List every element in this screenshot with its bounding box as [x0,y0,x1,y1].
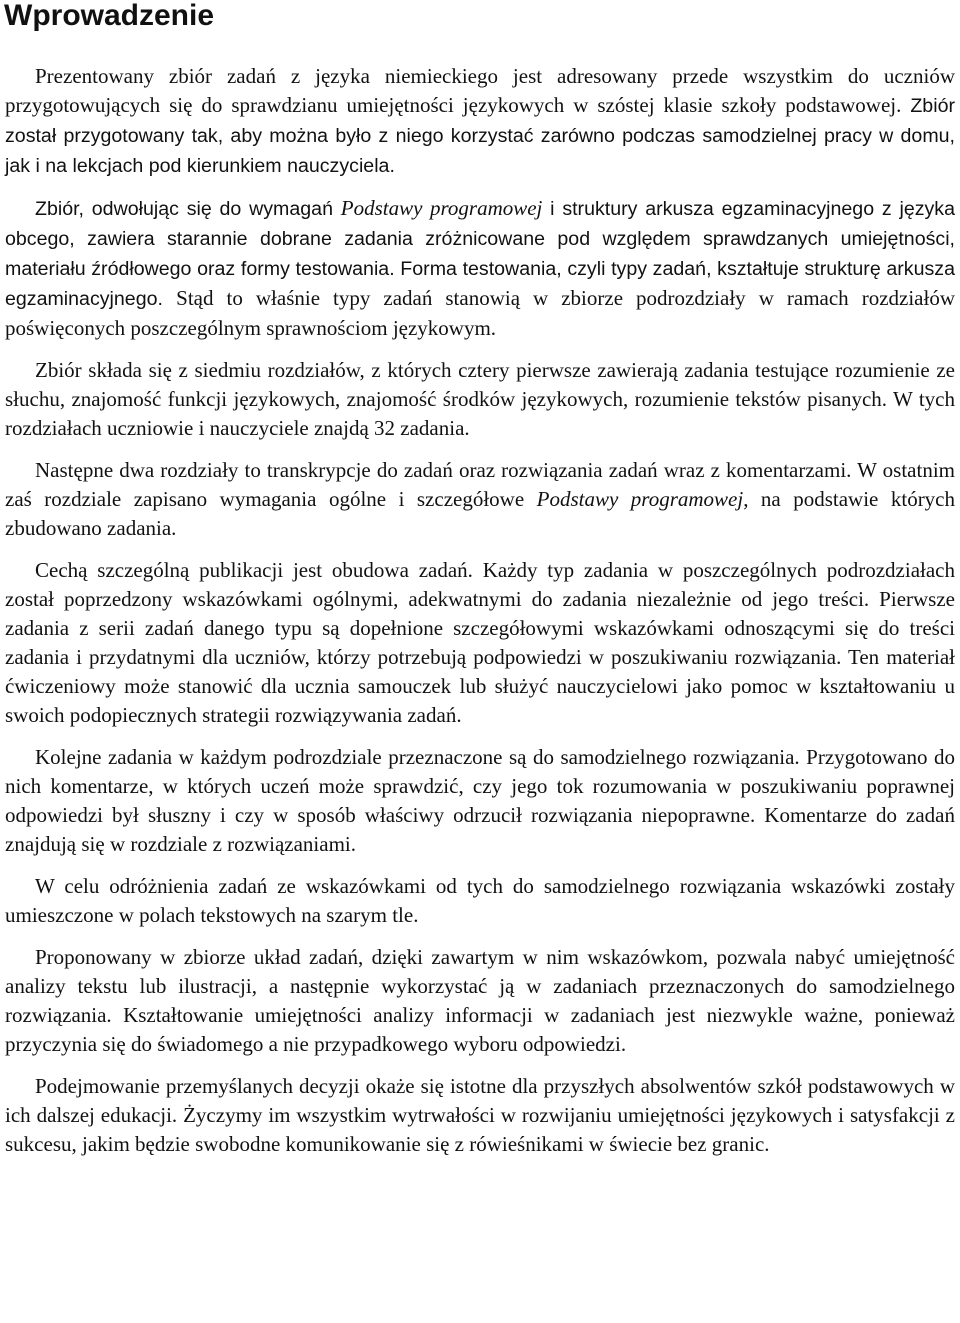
paragraph-chapters: Zbiór składa się z siedmiu rozdziałów, z których cztery pierwsze zawierają zadania testujące rozumienie ze słuchu, znajomość funkcji językowych, znajomość środków językowych, rozumienie tekstów pisanych. W tych rozdziałach uczniowie i nauczyciele znajdą 32 zadania. [5,358,955,440]
paragraph-text: , na podstawie których zbudowano zadania. [5,487,956,540]
paragraph-analysis: Proponowany w zbiorze układ zadań, dzięki zawartym w nim wskazówkom, pozwala nabyć umiejętność analizy tekstu lub ilustracji, a następnie wykorzystać ją w zadaniach przeznaczonych do samodzielnego rozwiązania. Kształtowanie umiejętności analizy informacji w zadaniach jest niezwykle ważne, ponieważ przyczynia się do świadomego a nie przypadkowego wyboru odpowiedzi. [5,945,955,1056]
page-title: Wprowadzenie [4,0,215,32]
paragraph-text: Forma testowania, czyli typy zadań, kształtuje strukturę arkusza egzaminacyjnego. [5,258,955,310]
paragraph-closing: Podejmowanie przemyślanych decyzji okaże się istotne dla przyszłych absolwentów szkół podstawowych w ich dalszej edukacji. Życzymy im wszystkim wytrwałości w rozwijaniu umiejętności językowych i satysfakcji z sukcesu, jakim będzie swobodne komunikowanie się z rówieśnikami w świecie bez granic. [5,1074,955,1156]
paragraph-comments: Kolejne zadania w każdym podrozdziale przeznaczone są do samodzielnego rozwiązania. Przygotowano do nich komentarze, w których uczeń może sprawdzić, czy jego tok rozumowania w poszukiwaniu poprawnej odpowiedzi był słuszny i czy w sposób właściwy odrzucił rozwiązania niepoprawne. Komentarze do zadań znajdują się w rozdziale z rozwiązaniami. [5,745,955,856]
document-body [5,62,955,1172]
paragraph-text: Zbiór został przygotowany tak, aby można było z niego korzystać zarówno podczas samodzielnej pracy w domu, jak i na lekcjach pod kierunkiem nauczyciela. [5,95,955,177]
curriculum-title: Podstawy programowej [340,196,543,220]
curriculum-title: Podstawy programowej [536,487,744,511]
paragraph-task-hints: Cechą szczególną publikacji jest obudowa zadań. Każdy typ zadania w poszczególnych podrozdziałach został poprzedzony wskazówkami ogólnymi, adekwatnymi do zadania niezależnie od jego treści. Pierwsze zadania z serii zadań danego typu są dopełnione szczegółowymi wskazówkami odnoszącymi się do treści zadania i przydatnymi dla uczniów, którzy potrzebują podpowiedzi w poszukiwaniu rozwiązania. Ten materiał ćwiczeniowy może stanowić dla ucznia samouczek lub służyć nauczycielowi jako pomoc w kształtowaniu u swoich podopiecznych strategii rozwiązywania zadań. [5,558,955,727]
paragraph-text: i struktury arkusza egzaminacyjnego z języka obcego, zawiera starannie dobrane zadania zróżnicowane pod względem sprawdzanych umiejętności, materiału źródłowego oraz formy testowania. [5,198,956,280]
paragraph-intro-audience [5,62,955,181]
paragraph-text: Stąd to właśnie typy zadań stanowią w zbiorze podrozdziały w ramach rozdziałów poświęconych poszczególnym sprawnościom językowym. [5,286,955,340]
paragraph-grey-boxes: W celu odróżnienia zadań ze wskazówkami od tych do samodzielnego rozwiązania wskazówki zostały umieszczone w polach tekstowych na szarym tle. [5,874,955,927]
paragraph-curriculum [5,194,955,343]
paragraph-text: Zbiór, odwołując się do wymagań [35,198,341,220]
paragraph-transcripts [5,456,955,543]
paragraph-text: Następne dwa rozdziały to transkrypcje do zadań oraz rozwiązania zadań wraz z komentarzami. W ostatnim zaś rozdziale zapisano wymagania ogólne i szczegółowe [5,458,955,511]
paragraph-text: Prezentowany zbiór zadań z języka niemieckiego jest adresowany przede wszystkim do uczniów przygotowujących się do sprawdzianu umiejętności językowych w szóstej klasie szkoły podstawowej. [5,64,955,117]
